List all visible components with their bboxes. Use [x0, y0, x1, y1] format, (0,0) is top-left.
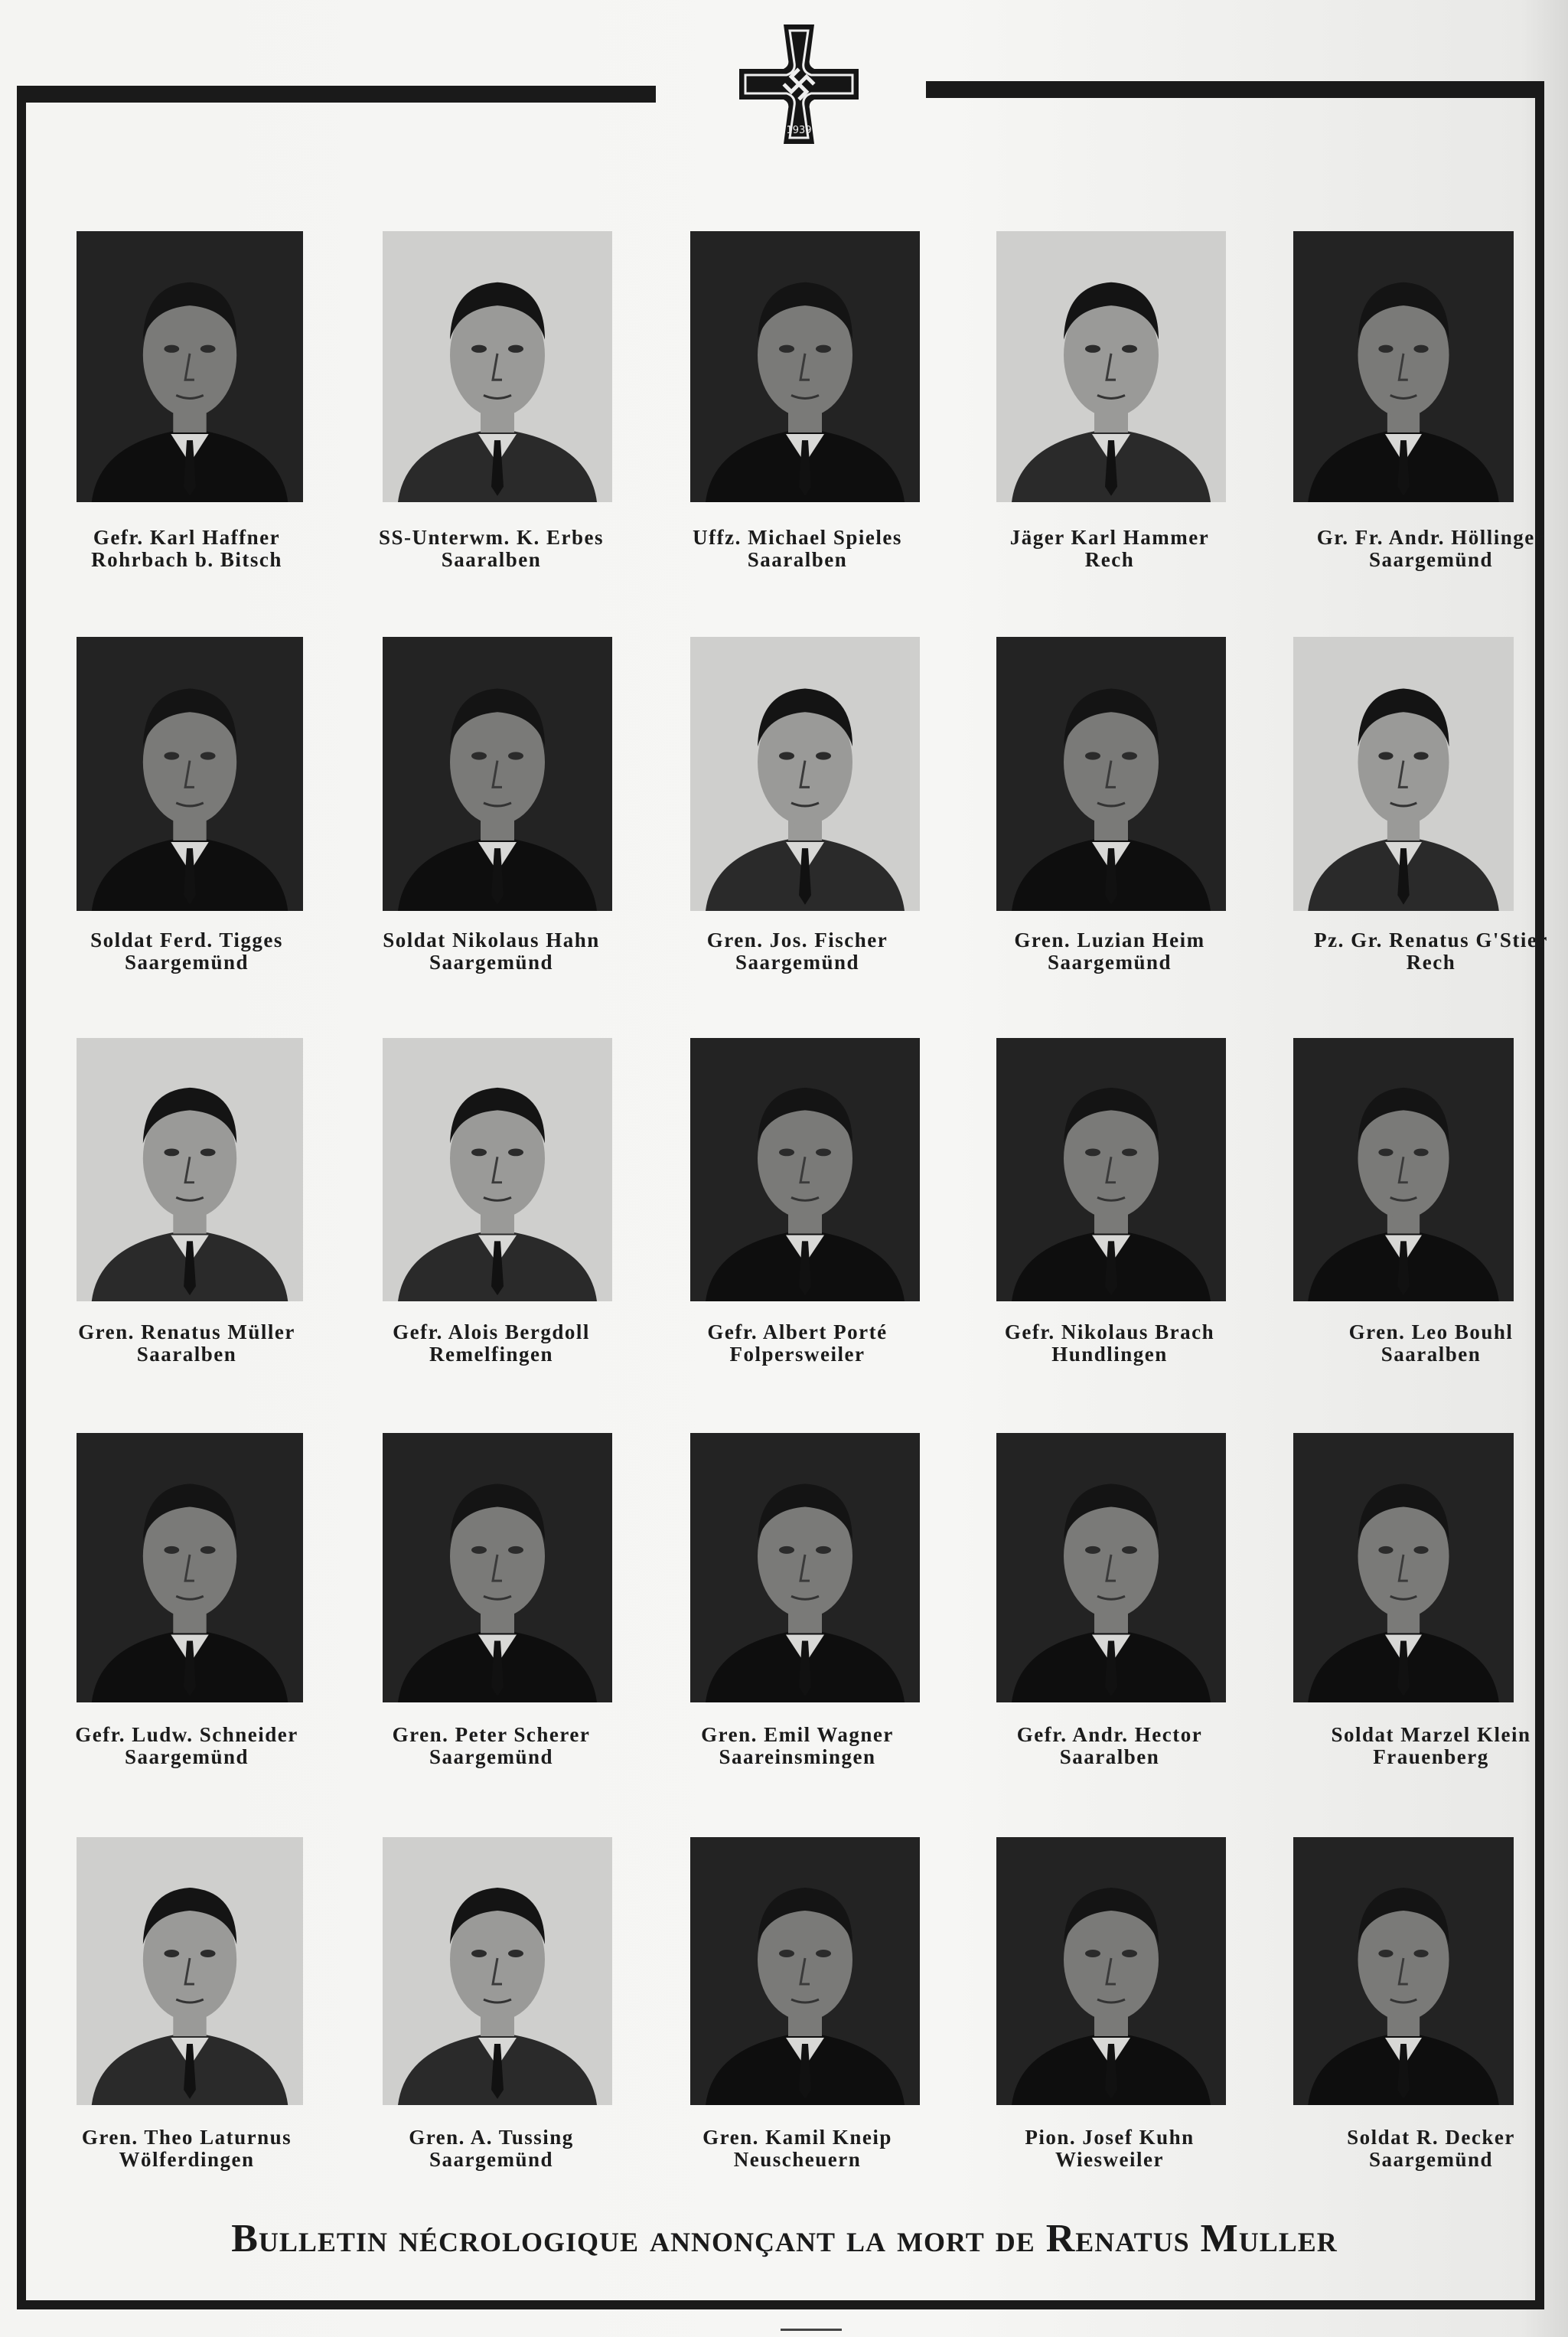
- caption-place: Saargemünd: [1368, 2148, 1494, 2171]
- caption-rank-name: Gren. Renatus Müller: [78, 1320, 295, 1343]
- caption-rank-name: Gren. Kamil Kneip: [703, 2126, 892, 2149]
- caption-rank-name: Gren. Luzian Heim: [1014, 929, 1205, 951]
- caption-rank-name: Pion. Josef Kuhn: [1025, 2126, 1195, 2149]
- portrait-photo: [77, 637, 303, 911]
- portrait-photo: [77, 1038, 303, 1301]
- portrait-caption: [949, 2126, 1270, 2171]
- caption-place: Hundlingen: [1051, 1343, 1168, 1366]
- portrait-photo: [690, 1837, 920, 2105]
- portrait-caption: [331, 2126, 652, 2171]
- caption-place: Neuscheuern: [733, 2148, 862, 2171]
- caption-rank-name: Gefr. Alois Bergdoll: [393, 1320, 590, 1343]
- caption-rank-name: Gefr. Andr. Hector: [1016, 1723, 1203, 1746]
- portrait-photo: [383, 231, 612, 502]
- portrait-caption: [331, 929, 652, 974]
- top-rule-left: [17, 86, 656, 103]
- caption-rank-name: Soldat R. Decker: [1347, 2126, 1515, 2149]
- portrait-caption: [637, 1724, 958, 1768]
- portrait-photo: [383, 1433, 612, 1702]
- caption-place: Saaralben: [441, 548, 542, 571]
- caption-place: Rech: [1406, 951, 1456, 974]
- svg-text:1939: 1939: [786, 125, 812, 136]
- portrait-caption: [637, 1321, 958, 1366]
- caption-rank-name: Gefr. Albert Porté: [707, 1320, 888, 1343]
- portrait-photo: [1293, 637, 1514, 911]
- caption-rank-name: Soldat Ferd. Tigges: [90, 929, 283, 951]
- caption-place: Saargemünd: [1047, 951, 1172, 974]
- portrait-caption: [1270, 2126, 1568, 2171]
- portrait-photo: [1293, 1433, 1514, 1702]
- caption-place: Saaralben: [1059, 1745, 1160, 1768]
- caption-place: Saareinsmingen: [719, 1745, 876, 1768]
- portrait-photo: [1293, 1038, 1514, 1301]
- caption-rank-name: Gr. Fr. Andr. Höllinger: [1316, 526, 1546, 549]
- portrait-photo: [383, 1038, 612, 1301]
- caption-place: Saaralben: [136, 1343, 237, 1366]
- portrait-photo: [1293, 1837, 1514, 2105]
- portrait-caption: [1270, 527, 1568, 571]
- caption-rank-name: Gefr. Nikolaus Brach: [1004, 1320, 1215, 1343]
- caption-place: Saargemünd: [124, 1745, 249, 1768]
- portrait-caption: [26, 1724, 347, 1768]
- caption-rank-name: Gren. Theo Laturnus: [81, 2126, 292, 2149]
- portrait-caption: [26, 929, 347, 974]
- portrait-caption: [331, 1724, 652, 1768]
- caption-rank-name: Gren. Jos. Fischer: [706, 929, 888, 951]
- caption-place: Saargemünd: [429, 951, 554, 974]
- caption-place: Wölferdingen: [119, 2148, 255, 2171]
- caption-rank-name: Soldat Nikolaus Hahn: [383, 929, 600, 951]
- caption-place: Remelfingen: [429, 1343, 553, 1366]
- portrait-photo: [1293, 231, 1514, 502]
- portrait-photo: [690, 1038, 920, 1301]
- portrait-caption: [331, 527, 652, 571]
- caption-rank-name: Gren. Peter Scherer: [392, 1723, 591, 1746]
- page-number-fragment: [765, 2324, 857, 2337]
- caption-rank-name: Gren. Leo Bouhl: [1348, 1320, 1514, 1343]
- caption-place: Saargemünd: [124, 951, 249, 974]
- caption-rank-name: Gren. Emil Wagner: [701, 1723, 894, 1746]
- portrait-photo: [77, 1433, 303, 1702]
- caption-place: Rohrbach b. Bitsch: [91, 548, 282, 571]
- caption-place: Rech: [1084, 548, 1135, 571]
- portrait-photo: [996, 1837, 1226, 2105]
- caption-rank-name: Gefr. Karl Haffner: [93, 526, 281, 549]
- portrait-photo: [383, 1837, 612, 2105]
- caption-rank-name: Gefr. Ludw. Schneider: [75, 1723, 298, 1746]
- portrait-photo: [690, 1433, 920, 1702]
- portrait-caption: [637, 929, 958, 974]
- portrait-photo: [996, 1038, 1226, 1301]
- caption-place: Saargemünd: [735, 951, 860, 974]
- caption-place: Folpersweiler: [729, 1343, 865, 1366]
- portrait-photo: [383, 637, 612, 911]
- caption-place: Frauenberg: [1373, 1745, 1489, 1768]
- portrait-caption: [26, 527, 347, 571]
- caption-rank-name: Soldat Marzel Klein: [1331, 1723, 1531, 1746]
- bulletin-title: Bulletin nécrologique annonçant la mort de Renatus Muller: [231, 2217, 1338, 2260]
- portrait-photo: [77, 231, 303, 502]
- caption-rank-name: Uffz. Michael Spieles: [693, 526, 902, 549]
- caption-rank-name: Jäger Karl Hammer: [1009, 526, 1210, 549]
- caption-place: Wiesweiler: [1055, 2148, 1164, 2171]
- portrait-caption: [1270, 1724, 1568, 1768]
- caption-place: Saargemünd: [429, 1745, 554, 1768]
- portrait-photo: [996, 1433, 1226, 1702]
- portrait-caption: [1270, 929, 1568, 974]
- caption-place: Saargemünd: [1368, 548, 1494, 571]
- caption-rank-name: SS-Unterwm. K. Erbes: [379, 526, 604, 549]
- portrait-caption: [949, 929, 1270, 974]
- portrait-photo: [77, 1837, 303, 2105]
- portrait-photo: [996, 231, 1226, 502]
- portrait-caption: [637, 2126, 958, 2171]
- portrait-photo: [690, 637, 920, 911]
- portrait-photo: [690, 231, 920, 502]
- caption-rank-name: Gren. A. Tussing: [409, 2126, 574, 2149]
- portrait-caption: [26, 1321, 347, 1366]
- portrait-caption: [26, 2126, 347, 2171]
- caption-place: Saaralben: [747, 548, 848, 571]
- portrait-photo: [996, 637, 1226, 911]
- iron-cross-icon: [736, 21, 862, 147]
- portrait-caption: [949, 527, 1270, 571]
- top-rule-right: [926, 81, 1544, 98]
- portrait-caption: [949, 1321, 1270, 1366]
- caption-place: Saargemünd: [429, 2148, 554, 2171]
- portrait-caption: [637, 527, 958, 571]
- portrait-caption: [1270, 1321, 1568, 1366]
- portrait-caption: [331, 1321, 652, 1366]
- caption-rank-name: Pz. Gr. Renatus G'Stier: [1314, 929, 1548, 951]
- portrait-caption: [949, 1724, 1270, 1768]
- caption-place: Saaralben: [1381, 1343, 1482, 1366]
